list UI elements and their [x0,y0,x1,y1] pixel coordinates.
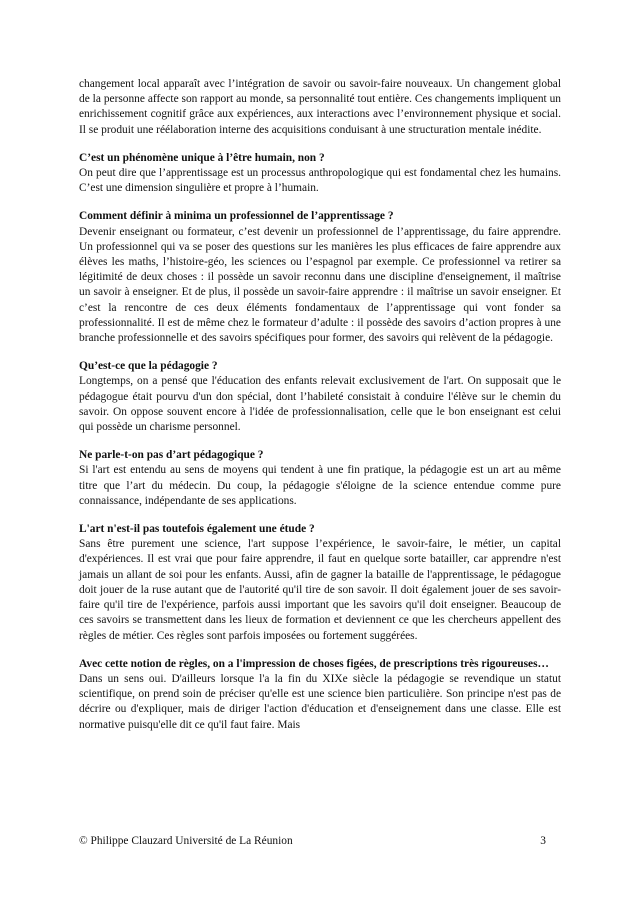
question-heading: Avec cette notion de règles, on a l'impression de choses figées, de prescriptions très rigoureuses… [79,657,549,670]
answer-paragraph: Si l'art est entendu au sens de moyens qui tendent à une fin pratique, la pédagogie est un art au même titre que l’art du médecin. Du coup, la pédagogie s'éloigne de la science entendue comme pure connaissance, indépendante de ses applications. [79,464,561,507]
question-heading: Comment définir à minima un professionnel de l’apprentissage ? [79,210,394,223]
answer-paragraph: Sans être purement une science, l'art suppose l’expérience, le savoir-faire, le métier, un capital d'expériences. Il est vrai que pour faire apprendre, il faut en quelque sorte batailler, car apprendre n'est jamais un allant de soi pour les enfants. Aussi, afin de gagner la bataille de l'apprentissage, le pédagogue doit jouer de la ruse autant que de l'autorité qu'il tire de son savoir. Il doit également jouer de ses savoir-faire qu'il tire de l'expérience, parfois aussi important que les savoirs qu'il doit enseigner. Beaucoup de ces savoirs se transmettent dans les lieux de formation et deviennent ce que les chercheurs appellent des règles de métier. Ces règles sont parfois imposées ou fortement suggérées. [79,538,561,642]
paragraph-continuation: changement local apparaît avec l’intégration de savoir ou savoir-faire nouveaux. Un changement global de la personne affecte son rapport au monde, sa personnalité tout entière. Ces changements impliquent un enrichissement cognitif grâce aux expériences, aux interactions avec l’environnement physique et social. Il se produit une réélaboration interne des acquisitions conduisant à une structuration mentale inédite. [79,78,561,136]
question-heading: L'art n'est-il pas toutefois également une étude ? [79,523,315,536]
page-body [79,77,561,733]
page-number: 3 [540,835,546,847]
question-heading: C’est un phénomène unique à l’être humain, non ? [79,151,325,164]
question-heading: Qu’est-ce que la pédagogie ? [79,360,218,373]
footer-credit: © Philippe Clauzard Université de La Réunion [79,835,293,847]
answer-paragraph: Devenir enseignant ou formateur, c’est devenir un professionnel de l’apprentissage, du faire apprendre. Un professionnel qui va se poser des questions sur les manières les plus efficaces de faire apprendre aux élèves les maths, l’histoire-géo, les sciences ou l’espagnol par exemple. Ce professionnel va retirer sa légitimité de deux choses : il possède un savoir reconnu dans une discipline d'enseignement, il maîtrise un savoir à enseigner. Et de plus, il possède un savoir-faire apprendre : il maîtrise un savoir enseigner. Et c’est la rencontre de ces deux éléments fondamentaux de l’apprentissage qui vont fonder sa professionnalité. Il est de même chez le formateur d’adulte : il possède des savoirs d’action propres à une branche professionnelle et des savoirs spécifiques pour former, des savoirs qui relèvent de la pédagogie. [79,225,561,345]
answer-paragraph: Longtemps, on a pensé que l'éducation des enfants relevait exclusivement de l'art. On supposait que le pédagogue était pourvu d'un don spécial, dont l’habileté consistait à conduire l'élève sur le chemin du savoir. On oppose souvent encore à l'idée de professionnalisation, celle que le bon enseignant est celui qui possède un charisme personnel. [79,375,561,434]
question-heading: Ne parle-t-on pas d’art pédagogique ? [79,449,264,462]
answer-paragraph: Dans un sens oui. D'ailleurs lorsque l'a la fin du XIXe siècle la pédagogie se revendique un statut scientifique, on prend soin de préciser qu'elle est une science bien particulière. Son principe n'est pas de décrire ou d'expliquer, mais de diriger l'action d'éducation et d'enseignement dans une classe. Elle est normative puisqu'elle dit ce qu'il faut faire. Mais [79,672,561,731]
answer-paragraph: On peut dire que l’apprentissage est un processus anthropologique qui est fondamental chez les humains. C’est une dimension singulière et propre à l’humain. [79,167,561,195]
